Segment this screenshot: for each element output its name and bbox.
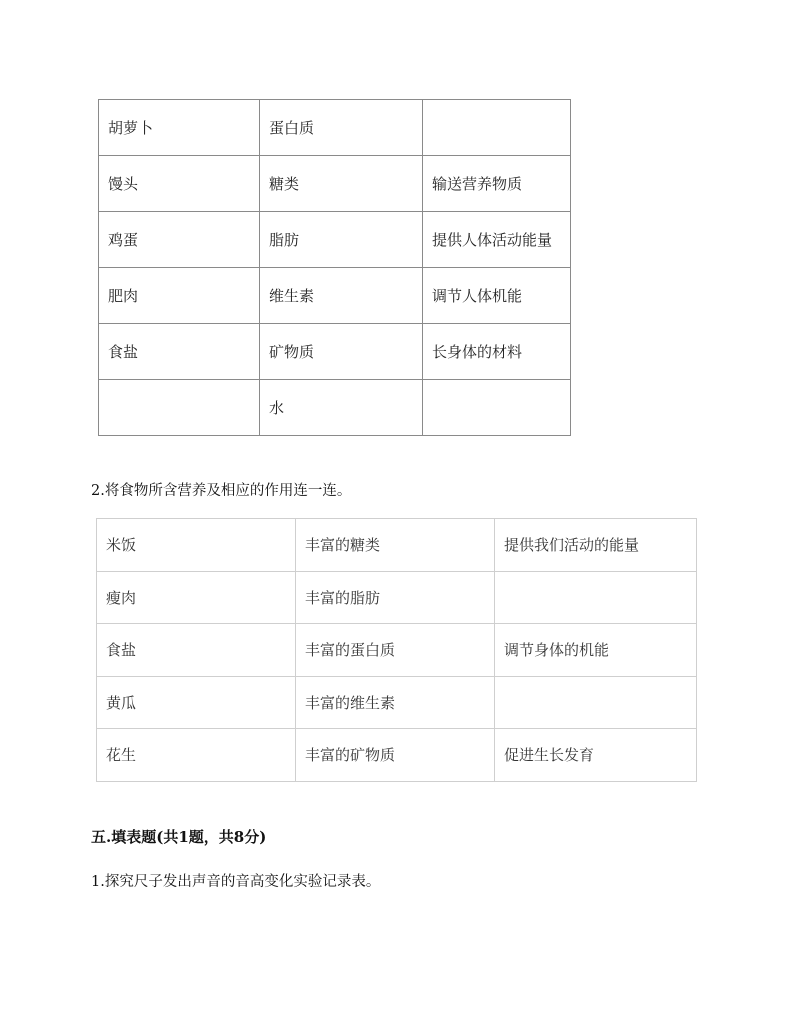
- table-cell: [495, 571, 697, 624]
- table-cell: 维生素: [260, 268, 423, 324]
- table-cell: 矿物质: [260, 324, 423, 380]
- table-cell: 米饭: [97, 519, 296, 572]
- table-cell: [495, 676, 697, 729]
- table-cell: 瘦肉: [97, 571, 296, 624]
- table-cell: 糖类: [260, 156, 423, 212]
- table-row: [99, 324, 571, 380]
- table-cell: 食盐: [97, 624, 296, 677]
- table-cell: [99, 380, 260, 436]
- table-row: [97, 729, 697, 782]
- table-row: [97, 676, 697, 729]
- question-2-text: 2.将食物所含营养及相应的作用连一连。: [91, 483, 352, 499]
- table-cell: 丰富的糖类: [296, 519, 495, 572]
- table-cell: 蛋白质: [260, 100, 423, 156]
- table-cell: 丰富的蛋白质: [296, 624, 495, 677]
- table-cell: 馒头: [99, 156, 260, 212]
- table-cell: 促进生长发育: [495, 729, 697, 782]
- table-cell: 脂肪: [260, 212, 423, 268]
- table-cell: 调节身体的机能: [495, 624, 697, 677]
- table-row: [99, 100, 571, 156]
- table-row: [99, 268, 571, 324]
- table-cell: [423, 100, 571, 156]
- table-cell: 花生: [97, 729, 296, 782]
- food-nutrient-table: [98, 99, 571, 436]
- table-cell: 长身体的材料: [423, 324, 571, 380]
- table-cell: 鸡蛋: [99, 212, 260, 268]
- table-cell: 水: [260, 380, 423, 436]
- table-cell: 胡萝卜: [99, 100, 260, 156]
- table-cell: 食盐: [99, 324, 260, 380]
- table-row: [99, 212, 571, 268]
- table-row: [99, 380, 571, 436]
- table-cell: 输送营养物质: [423, 156, 571, 212]
- table-cell: 提供人体活动能量: [423, 212, 571, 268]
- table-cell: 肥肉: [99, 268, 260, 324]
- table-cell: 黄瓜: [97, 676, 296, 729]
- table-row: [97, 519, 697, 572]
- table-cell: [423, 380, 571, 436]
- table-cell: 丰富的矿物质: [296, 729, 495, 782]
- table-row: [97, 624, 697, 677]
- table-cell: 丰富的脂肪: [296, 571, 495, 624]
- section-5-heading: 五.填表题(共1题，共8分): [91, 828, 267, 846]
- table-row: [99, 156, 571, 212]
- food-nutrient-function-table: [96, 518, 697, 782]
- table-row: [97, 571, 697, 624]
- table-cell: 提供我们活动的能量: [495, 519, 697, 572]
- section-5-question-1-text: 1.探究尺子发出声音的音高变化实验记录表。: [91, 874, 381, 890]
- table-cell: 调节人体机能: [423, 268, 571, 324]
- table-cell: 丰富的维生素: [296, 676, 495, 729]
